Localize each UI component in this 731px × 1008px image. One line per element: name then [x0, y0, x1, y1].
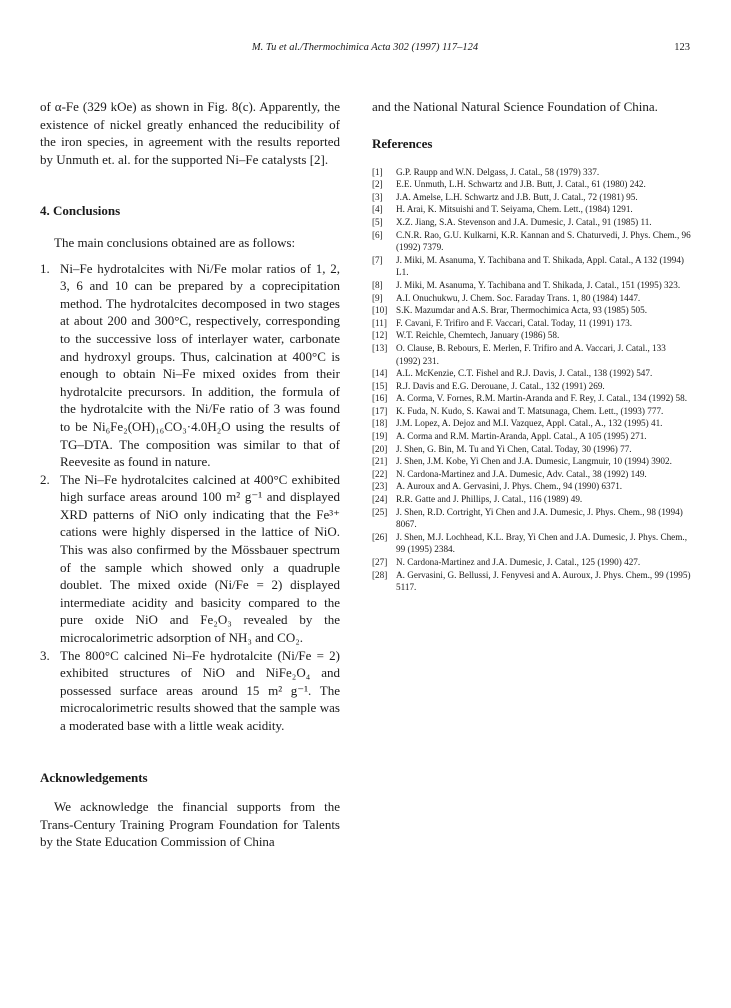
list-item: [40, 471, 340, 647]
reference-text: W.T. Reichle, Chemtech, January (1986) 58.: [396, 330, 560, 341]
reference-item: [372, 531, 692, 556]
reference-text: O. Clause, B. Rebours, E. Merlen, F. Trifiro and A. Vaccari, J. Catal., 133 (1992) 231.: [396, 342, 666, 366]
list-number: 3.: [40, 647, 50, 663]
reference-number: [8]: [372, 279, 383, 290]
reference-text: J. Shen, R.D. Cortright, Yi Chen and J.A. Dumesic, J. Phys. Chem., 98 (1994) 8067.: [396, 506, 683, 530]
reference-text: A. Corma and R.M. Martin-Aranda, Appl. Catal., A 105 (1995) 271.: [396, 431, 647, 442]
references-heading: References: [372, 135, 433, 151]
reference-text: R.R. Gatte and J. Phillips, J. Catal., 116 (1989) 49.: [396, 494, 583, 505]
conclusions-intro: The main conclusions obtained are as follows:: [54, 234, 296, 250]
reference-text: N. Cardona-Martinez and J.A. Dumesic, Adv. Catal., 38 (1992) 149.: [396, 468, 647, 479]
reference-text: A.L. McKenzie, C.T. Fishel and R.J. Davis, J. Catal., 138 (1992) 547.: [396, 368, 653, 379]
reference-text: F. Cavani, F. Trifiro and F. Vaccari, Catal. Today, 11 (1991) 173.: [396, 317, 632, 328]
reference-item: [372, 380, 692, 393]
reference-number: [15]: [372, 380, 388, 391]
reference-number: [27]: [372, 557, 388, 567]
reference-item: [372, 480, 692, 493]
reference-number: [26]: [372, 531, 388, 542]
reference-item: [372, 342, 692, 367]
reference-number: [18]: [372, 418, 388, 429]
list-number: 2.: [40, 471, 50, 487]
reference-item: [372, 417, 692, 430]
reference-number: [24]: [372, 494, 388, 505]
reference-item: [372, 178, 692, 191]
reference-item: [372, 229, 692, 254]
right-column: [372, 98, 692, 594]
reference-item: [372, 279, 692, 292]
reference-text: J. Shen, G. Bin, M. Tu and Yi Chen, Catal. Today, 30 (1996) 77.: [396, 443, 632, 454]
reference-text: N. Cardona-Martinez and J.A. Dumesic, J. Catal., 125 (1990) 427.: [396, 557, 641, 567]
list-item: [40, 647, 340, 735]
running-header: [40, 42, 690, 58]
reference-number: [20]: [372, 443, 388, 454]
left-column: [40, 98, 340, 851]
reference-item: [372, 216, 692, 229]
acknowledgements-text: We acknowledge the financial supports from the Trans-Century Training Program Foundation for Talents by the State Education Commission of China: [40, 799, 340, 850]
reference-item: [372, 166, 692, 179]
page-number: 123: [674, 42, 690, 53]
reference-text: J.M. Lopez, A. Dejoz and M.I. Vazquez, Appl. Catal., A., 132 (1995) 41.: [396, 418, 663, 429]
reference-number: [25]: [372, 506, 388, 517]
reference-number: [16]: [372, 393, 388, 404]
reference-item: [372, 304, 692, 317]
reference-text: J. Shen, M.J. Lochhead, K.L. Bray, Yi Chen and J.A. Dumesic, J. Phys. Chem., 99 (1995) 2384.: [396, 531, 687, 555]
reference-number: [23]: [372, 481, 388, 492]
list-text: The Ni–Fe hydrotalcites calcined at 400°C exhibited high surface areas around 100 m² g⁻¹ and displayed XRD patterns of NiO only indicating that the Fe³⁺ cations were highly dispersed in the lattice of NiO. This was also confirmed by the Mössbauer spectrum of the sample which showed only a quadruple doublet. The mixed oxide (Ni/Fe = 2) displayed intermediate acidity and basicity compared to the pure oxide NiO and Fe₂O₃ revealed by the microcalorimetric adsorption of NH₃ and CO₂.: [60, 471, 340, 646]
reference-text: A. Gervasini, G. Bellussi, J. Fenyvesi and A. Auroux, J. Phys. Chem., 99 (1995) 5117.: [396, 569, 691, 593]
reference-item: [372, 203, 692, 216]
reference-text: A.I. Onuchukwu, J. Chem. Soc. Faraday Trans. 1, 80 (1984) 1447.: [396, 292, 641, 303]
reference-item: [372, 317, 692, 330]
reference-number: [13]: [372, 342, 388, 353]
reference-item: [372, 443, 692, 456]
reference-text: K. Fuda, N. Kudo, S. Kawai and T. Matsunaga, Chem. Lett., (1993) 777.: [396, 405, 664, 416]
reference-number: [6]: [372, 229, 383, 240]
acknowledgements-heading: Acknowledgements: [40, 769, 148, 785]
reference-item: [372, 430, 692, 443]
reference-item: [372, 556, 692, 569]
conclusions-list: [40, 260, 340, 735]
reference-item: [372, 468, 692, 481]
reference-number: [2]: [372, 179, 383, 190]
reference-item: [372, 329, 692, 342]
reference-item: [372, 455, 692, 468]
reference-text: C.N.R. Rao, G.U. Kulkarni, K.R. Kannan and S. Chaturvedi, J. Phys. Chem., 96 (1992) 7379.: [396, 229, 691, 253]
reference-text: J. Miki, M. Asanuma, Y. Tachibana and T. Shikada, Appl. Catal., A 132 (1994) L1.: [396, 254, 684, 278]
reference-number: [14]: [372, 368, 388, 379]
list-number: 1.: [40, 260, 50, 276]
reference-number: [4]: [372, 204, 383, 215]
reference-item: [372, 506, 692, 531]
reference-text: J.A. Amelse, L.H. Schwartz and J.B. Butt, J. Catal., 72 (1981) 95.: [396, 191, 638, 202]
reference-number: [12]: [372, 330, 388, 341]
reference-text: S.K. Mazumdar and A.S. Brar, Thermochimica Acta, 93 (1985) 505.: [396, 305, 648, 316]
list-item: [40, 260, 340, 471]
reference-number: [21]: [372, 456, 388, 467]
reference-item: [372, 405, 692, 418]
reference-text: R.J. Davis and E.G. Derouane, J. Catal., 132 (1991) 269.: [396, 380, 605, 391]
acknowledgements-continued: and the National Natural Science Foundation of China.: [372, 99, 658, 114]
reference-item: [372, 493, 692, 506]
reference-number: [3]: [372, 191, 383, 202]
journal-reference: M. Tu et al./Thermochimica Acta 302 (1997) 117–124: [251, 42, 479, 53]
reference-item: [372, 254, 692, 279]
reference-item: [372, 569, 692, 594]
reference-text: A. Corma, V. Fornes, R.M. Martin-Aranda and F. Rey, J. Catal., 134 (1992) 58.: [396, 393, 688, 404]
reference-text: E.E. Unmuth, L.H. Schwartz and J.B. Butt, J. Catal., 61 (1980) 242.: [396, 179, 646, 190]
intro-paragraph: of α-Fe (329 kOe) as shown in Fig. 8(c). Apparently, the existence of nickel greatly enhanced the reducibility of the iron species, in agreement with the results reported by Unmuth et. al. for the supported Ni–Fe catalysts [2].: [40, 99, 340, 167]
reference-number: [22]: [372, 468, 388, 479]
reference-text: G.P. Raupp and W.N. Delgass, J. Catal., 58 (1979) 337.: [396, 166, 600, 177]
reference-text: J. Miki, M. Asanuma, Y. Tachibana and T. Shikada, J. Catal., 151 (1995) 323.: [396, 279, 681, 290]
reference-item: [372, 292, 692, 305]
reference-text: X.Z. Jiang, S.A. Stevenson and J.A. Dumesic, J. Catal., 91 (1985) 11.: [396, 216, 652, 227]
reference-number: [9]: [372, 292, 383, 303]
reference-number: [19]: [372, 431, 388, 442]
reference-text: H. Arai, K. Mitsuishi and T. Seiyama, Chem. Lett., (1984) 1291.: [396, 204, 633, 215]
list-text: The 800°C calcined Ni–Fe hydrotalcite (Ni/Fe = 2) exhibited structures of NiO and NiFe₂O₄ and possessed surface areas around 15 m² g⁻¹. The microcalorimetric results showed that the sample was a moderated base with a little weak acidity.: [60, 647, 340, 733]
conclusions-heading: 4. Conclusions: [40, 203, 121, 219]
reference-number: [17]: [372, 405, 388, 416]
reference-number: [7]: [372, 254, 383, 265]
list-text: Ni–Fe hydrotalcites with Ni/Fe molar ratios of 1, 2, 3, 6 and 10 can be prepared by a coprecipitation method. The hydrotalcites decomposed in two stages at about 200 and 300°C, respectively, corresponding to the successive loss of interlayer water, carbonate and hydroxyl groups. Thus, calcination at 400°C is enough to obtain Ni–Fe mixed oxides from their hydrotalcite precursors. In addition, the formula of the hydrotalcite with the Ni/Fe ratio of 3 was found to be Ni₆Fe₂(OH)₁₆CO₃·4.0H₂O using the results of TG–DTA. The composition was similar to that of Reevesite as found in nature.: [60, 260, 340, 470]
reference-item: [372, 367, 692, 380]
reference-text: A. Auroux and A. Gervasini, J. Phys. Chem., 94 (1990) 6371.: [396, 481, 623, 492]
reference-text: J. Shen, J.M. Kobe, Yi Chen and J.A. Dumesic, Langmuir, 10 (1994) 3902.: [396, 456, 672, 467]
reference-number: [11]: [372, 317, 387, 328]
reference-number: [28]: [372, 569, 388, 580]
reference-item: [372, 191, 692, 204]
reference-item: [372, 392, 692, 405]
reference-number: [5]: [372, 216, 383, 227]
reference-number: [1]: [372, 166, 383, 177]
references-list: [372, 166, 692, 594]
reference-number: [10]: [372, 305, 388, 316]
